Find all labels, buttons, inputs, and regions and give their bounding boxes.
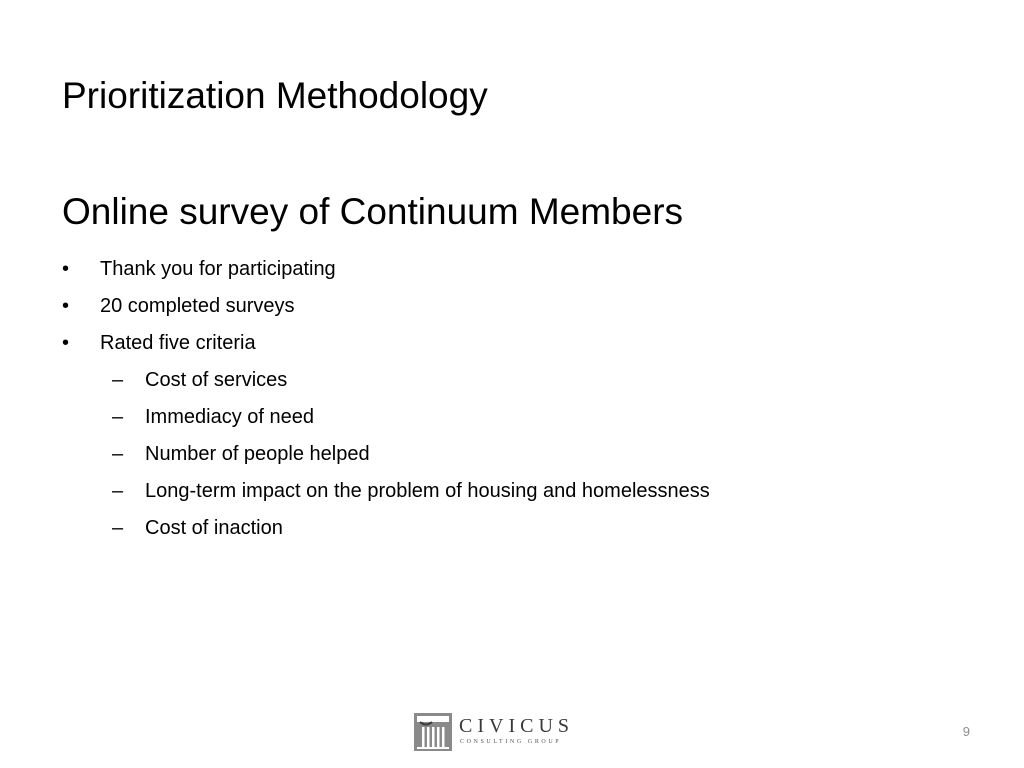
sub-list-item bbox=[62, 399, 962, 436]
bullet-text: Thank you for participating bbox=[100, 258, 336, 280]
sub-bullet-text: Cost of inaction bbox=[145, 517, 283, 539]
slide-subtitle: Online survey of Continuum Members bbox=[62, 191, 684, 232]
bullet-marker: • bbox=[62, 332, 70, 354]
sub-list-item bbox=[62, 362, 962, 399]
sub-bullet-text: Immediacy of need bbox=[145, 406, 314, 428]
bullet-text: Rated five criteria bbox=[100, 332, 256, 354]
sub-bullet-text: Long-term impact on the problem of housing and homelessness bbox=[145, 480, 710, 502]
list-item bbox=[62, 325, 962, 362]
sub-bullet-text: Number of people helped bbox=[145, 443, 370, 465]
bullet-marker: • bbox=[62, 258, 70, 280]
logo-wordmark: CIVICUS bbox=[459, 715, 575, 737]
logo-tagline: CONSULTING GROUP bbox=[460, 739, 562, 745]
dash-marker: – bbox=[112, 369, 124, 391]
dash-marker: – bbox=[112, 443, 124, 465]
bullet-marker: • bbox=[62, 295, 70, 317]
page-number: 9 bbox=[962, 724, 970, 739]
dash-marker: – bbox=[112, 480, 124, 502]
bullet-text: 20 completed surveys bbox=[100, 295, 295, 317]
sub-bullet-text: Cost of services bbox=[145, 369, 288, 391]
slide-title: Prioritization Methodology bbox=[62, 75, 488, 116]
sub-list-item bbox=[62, 510, 962, 547]
sub-list-item bbox=[62, 473, 962, 510]
list-item bbox=[62, 251, 962, 288]
sub-list-item bbox=[62, 436, 962, 473]
dash-marker: – bbox=[112, 517, 124, 539]
dash-marker: – bbox=[112, 406, 124, 428]
bullet-list bbox=[62, 251, 962, 547]
column-logo-icon bbox=[414, 713, 452, 751]
civicus-logo bbox=[414, 713, 574, 753]
list-item bbox=[62, 288, 962, 325]
